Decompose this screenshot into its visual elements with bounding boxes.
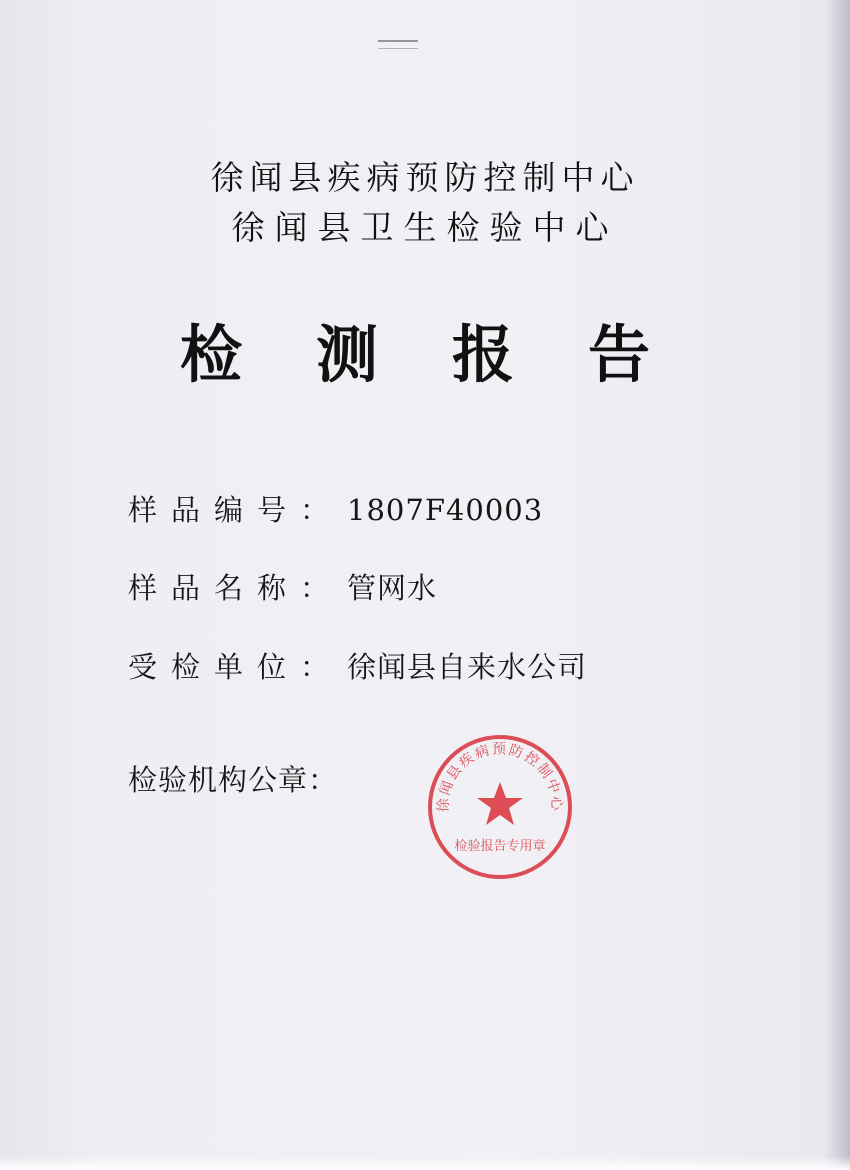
sample-number-field <box>128 488 543 529</box>
report-title <box>180 305 650 394</box>
sample-name-value: 管网水 <box>347 571 438 605</box>
sample-name-field <box>128 566 437 607</box>
sample-number-label: 样品编号： <box>128 493 344 527</box>
title-char: 测 <box>315 318 378 391</box>
organization-name: 徐闻县疾病预防控制中心 <box>210 158 640 197</box>
seal-ring-text: 徐闻县疾病预防控制中心 <box>435 741 565 813</box>
inspected-unit-field <box>128 645 587 686</box>
seal-bottom-text: 检验报告专用章 <box>454 839 546 854</box>
star-icon <box>477 782 523 825</box>
title-char: 检 <box>180 318 243 391</box>
title-char: 报 <box>451 318 514 391</box>
inspected-unit-label: 受检单位： <box>128 650 344 684</box>
staple-mark <box>378 40 418 49</box>
page-bottom-edge <box>0 1156 850 1170</box>
official-seal-stamp <box>425 732 575 882</box>
inspected-unit-value: 徐闻县自来水公司 <box>347 650 588 684</box>
sample-name-label: 样品名称： <box>128 571 344 605</box>
organization-subname: 徐闻县卫生检验中心 <box>231 208 619 247</box>
sample-number-value: 1807F40003 <box>347 493 544 527</box>
title-char: 告 <box>587 318 650 391</box>
seal-label: 检验机构公章： <box>128 763 339 797</box>
